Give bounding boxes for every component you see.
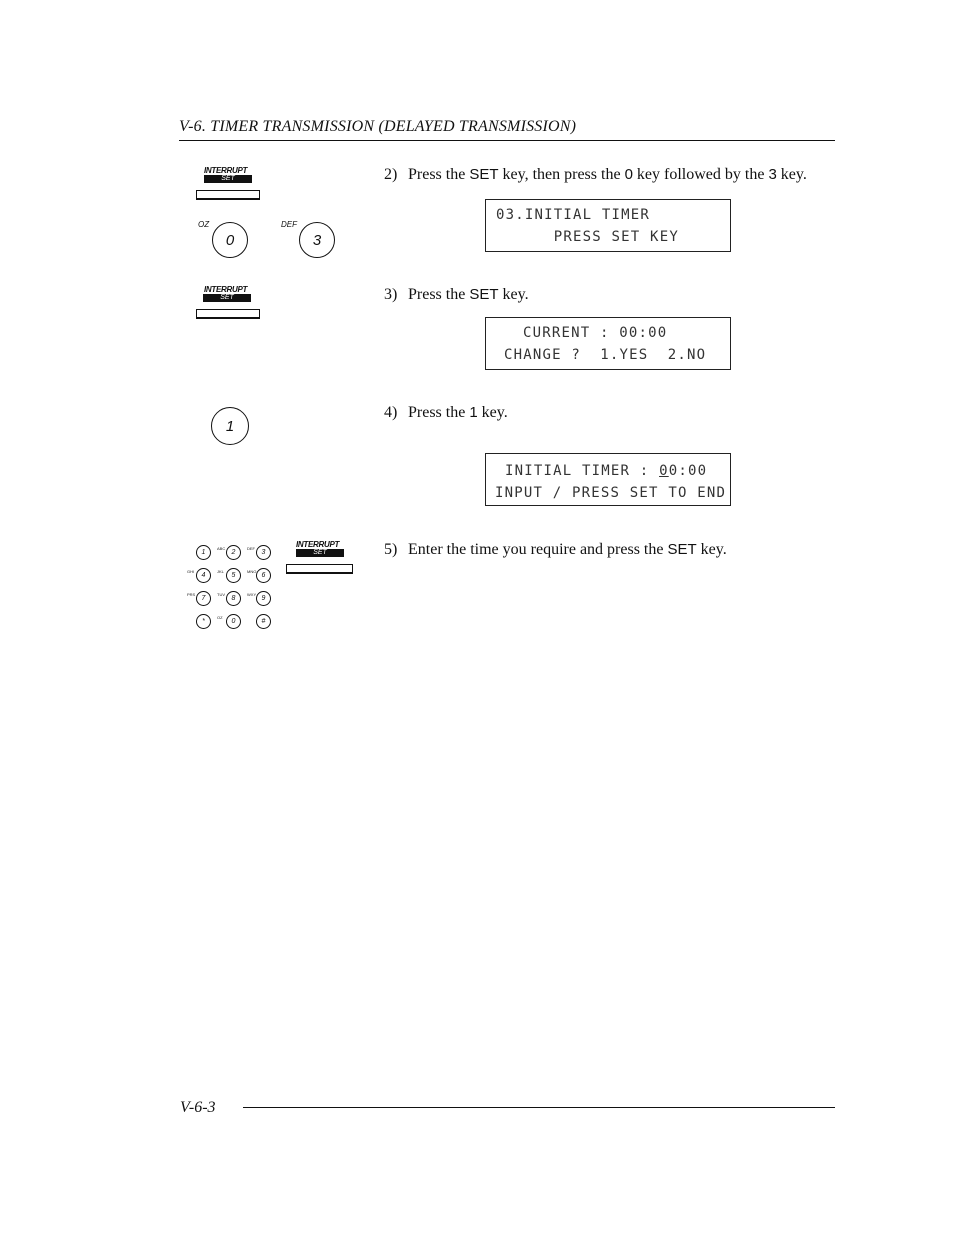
keypad-letters: TUV [217, 592, 225, 597]
keypad-letters: GHI [187, 569, 195, 574]
keypad-letters: MNO [247, 569, 257, 574]
page-number: V-6-3 [180, 1099, 216, 1116]
keypad-key-icon: 2 [226, 545, 241, 560]
set-button-icon [196, 309, 260, 319]
keypad-key-icon: 5 [226, 568, 241, 583]
set-key-illustration [196, 285, 266, 319]
lcd-line-1: 03.INITIAL TIMER [496, 207, 651, 223]
keypad-letters: DEF [247, 546, 255, 551]
set-label: SET [204, 175, 252, 183]
lcd-display-step-3 [485, 317, 731, 370]
keypad-letters: PRS [187, 592, 196, 597]
section-heading: V-6. TIMER TRANSMISSION (DELAYED TRANSMISSION) [179, 118, 577, 135]
keypad-letters: WXY [247, 592, 257, 597]
keypad-letters: ABC [217, 546, 226, 551]
footer-rule [243, 1107, 835, 1108]
keypad-letters: OZ [217, 615, 223, 620]
keypad-key-icon: 8 [226, 591, 241, 606]
keypad-key-icon: 1 [196, 545, 211, 560]
keypad-key-icon: 7 [196, 591, 211, 606]
set-label: SET [203, 294, 251, 302]
lcd-line-2: CHANGE ? 1.YES 2.NO [504, 347, 707, 363]
set-button-icon [196, 190, 260, 200]
keypad-key-icon: 3 [256, 545, 271, 560]
keypad-key-icon: 4 [196, 568, 211, 583]
key-3-icon: 3 [299, 222, 335, 258]
numeric-keypad-illustration [186, 545, 276, 625]
lcd-display-step-2 [485, 199, 731, 252]
set-button-icon [286, 564, 353, 574]
step-4-text: 4) Press the 1 key. [384, 404, 508, 421]
set-key-illustration [196, 166, 266, 200]
lcd-line-2: INPUT / PRESS SET TO END [495, 485, 727, 501]
lcd-line-1: INITIAL TIMER : 00:00 [505, 463, 708, 479]
lcd-line-2: PRESS SET KEY [496, 229, 679, 245]
set-label: SET [296, 549, 344, 557]
key-0-icon: 0 [212, 222, 248, 258]
cursor: 0 [659, 463, 669, 479]
key-1-icon: 1 [211, 407, 249, 445]
lcd-display-step-4 [485, 453, 731, 506]
set-key-illustration [286, 540, 356, 574]
header-rule [179, 140, 835, 141]
key-0-letters: OZ [198, 220, 210, 229]
interrupt-label: INTERRUPT [296, 540, 340, 549]
keypad-key-icon: # [256, 614, 271, 629]
lcd-line-1: CURRENT : 00:00 [523, 325, 668, 341]
keypad-key-icon: 0 [226, 614, 241, 629]
keypad-key-icon: 9 [256, 591, 271, 606]
keypad-letters: JKL [217, 569, 224, 574]
interrupt-label: INTERRUPT [204, 166, 248, 175]
keypad-key-icon: * [196, 614, 211, 629]
step-5-text: 5) Enter the time you require and press the SET key. [384, 541, 727, 558]
step-2-text: 2) Press the SET key, then press the 0 key followed by the 3 key. [384, 166, 807, 183]
interrupt-label: INTERRUPT [204, 285, 248, 294]
key-3-letters: DEF [281, 220, 297, 229]
keypad-key-icon: 6 [256, 568, 271, 583]
step-3-text: 3) Press the SET key. [384, 286, 529, 303]
